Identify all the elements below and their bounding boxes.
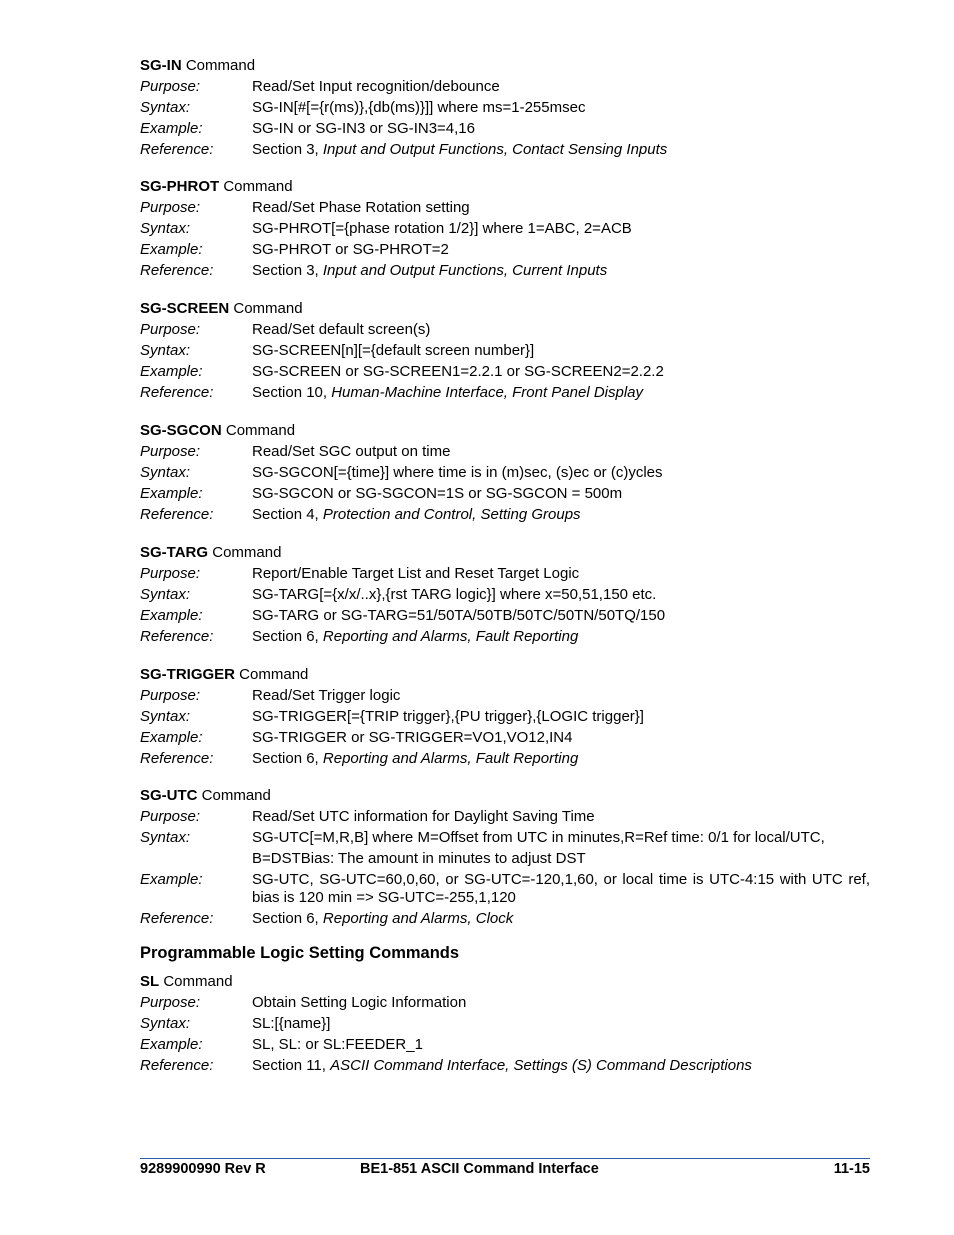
example-value: SG-TARG or SG-TARG=51/50TA/50TB/50TC/50TN/50TQ/150 [252,607,666,624]
reference-label: Reference: [140,910,214,927]
example-row [140,727,870,748]
syntax-value-line2: B=DSTBias: The amount in minutes to adjust DST [252,850,586,867]
example-row [140,239,870,260]
reference-value [252,504,870,525]
syntax-row-continuation [140,848,870,869]
footer-title: BE1-851 ASCII Command Interface [360,1161,599,1177]
command-name: SG-IN [140,57,182,74]
purpose-row [140,319,870,340]
reference-row [140,139,870,160]
example-value: SG-SCREEN or SG-SCREEN1=2.2.1 or SG-SCREEN2=2.2.2 [252,363,664,380]
reference-label: Reference: [140,628,214,645]
purpose-value: Read/Set Trigger logic [252,687,401,704]
command-title [140,542,870,563]
example-value: SG-IN or SG-IN3 or SG-IN3=4,16 [252,120,475,137]
syntax-value: SG-UTC[=M,R,B] where M=Offset from UTC in minutes,R=Ref time: 0/1 for local/UTC, [252,829,825,846]
footer-page-number: 11-15 [833,1161,870,1177]
command-suffix: Command [229,300,303,317]
syntax-row [140,462,870,483]
example-value: SG-PHROT or SG-PHROT=2 [252,241,449,258]
purpose-label: Purpose: [140,321,201,338]
command-block-sg-trigger [140,664,870,769]
example-label: Example: [140,729,203,746]
example-label: Example: [140,1036,203,1053]
purpose-value: Read/Set Phase Rotation setting [252,199,470,216]
syntax-row [140,1013,870,1034]
reference-row [140,748,870,769]
syntax-value: SL:[{name}] [252,1015,331,1032]
purpose-label: Purpose: [140,78,201,95]
command-title [140,785,870,806]
footer-divider [140,1158,870,1159]
reference-value [252,382,870,403]
example-value: SG-SGCON or SG-SGCON=1S or SG-SGCON = 500m [252,485,623,502]
command-title [140,420,870,441]
reference-section: Section 6, [252,628,323,645]
syntax-value: SG-IN[#[={r(ms)},{db(ms)}]] where ms=1-255msec [252,99,586,116]
syntax-value: SG-TARG[={x/x/..x},{rst TARG logic}] where x=50,51,150 etc. [252,586,657,603]
syntax-label: Syntax: [140,708,191,725]
command-block-sl [140,971,870,1076]
reference-topic: Reporting and Alarms, Fault Reporting [322,750,579,767]
example-label: Example: [140,120,203,137]
command-title [140,971,870,992]
reference-label: Reference: [140,262,214,279]
footer-document-number: 9289900990 Rev R [140,1161,266,1177]
reference-value [252,139,870,160]
command-block-sg-targ [140,542,870,647]
command-suffix: Command [235,666,309,683]
reference-topic: Protection and Control, Setting Groups [322,506,581,523]
syntax-value: SG-TRIGGER[={TRIP trigger},{PU trigger},{LOGIC trigger}] [252,708,644,725]
page-footer [140,1160,870,1180]
reference-section: Section 11, [252,1057,331,1074]
reference-section: Section 4, [252,506,323,523]
example-row [140,1034,870,1055]
command-suffix: Command [159,973,233,990]
command-block-sg-utc [140,785,870,929]
syntax-value: SG-PHROT[={phase rotation 1/2}] where 1=ABC, 2=ACB [252,220,632,237]
reference-row [140,626,870,647]
syntax-row [140,706,870,727]
purpose-value: Read/Set default screen(s) [252,321,431,338]
command-suffix: Command [197,787,271,804]
reference-section: Section 10, [252,384,332,401]
example-value: SL, SL: or SL:FEEDER_1 [252,1036,423,1053]
example-label: Example: [140,241,203,258]
reference-topic: Reporting and Alarms, Fault Reporting [322,628,579,645]
command-block-sg-screen [140,298,870,403]
example-row [140,361,870,382]
reference-value [252,1055,870,1076]
command-name: SG-PHROT [140,178,220,195]
syntax-row [140,97,870,118]
command-suffix: Command [181,57,256,74]
reference-value [252,908,870,929]
syntax-label: Syntax: [140,829,191,846]
purpose-value: Read/Set Input recognition/debounce [252,78,500,95]
syntax-label: Syntax: [140,220,191,237]
syntax-value: SG-SCREEN[n][={default screen number}] [252,342,535,359]
purpose-row [140,685,870,706]
command-name: SG-TARG [140,544,209,561]
purpose-row [140,563,870,584]
reference-row [140,1055,870,1076]
reference-label: Reference: [140,1057,214,1074]
reference-row [140,504,870,525]
syntax-row [140,340,870,361]
command-title [140,664,870,685]
reference-topic: Reporting and Alarms, Clock [322,910,514,927]
syntax-label: Syntax: [140,342,191,359]
reference-value [252,626,870,647]
command-suffix: Command [219,178,293,195]
reference-value [252,748,870,769]
purpose-label: Purpose: [140,199,201,216]
purpose-value: Obtain Setting Logic Information [252,994,467,1011]
syntax-label: Syntax: [140,99,191,116]
command-name: SL [140,973,160,990]
reference-row [140,908,870,929]
command-title [140,55,870,76]
reference-label: Reference: [140,141,214,158]
reference-topic: Human-Machine Interface, Front Panel Display [331,384,644,401]
purpose-label: Purpose: [140,994,201,1011]
section-heading: Programmable Logic Setting Commands [140,944,460,962]
command-block-sg-sgcon [140,420,870,525]
syntax-label: Syntax: [140,586,191,603]
command-name: SG-SGCON [140,422,222,439]
command-name: SG-SCREEN [140,300,230,317]
syntax-label: Syntax: [140,1015,191,1032]
example-row [140,483,870,504]
syntax-value: SG-SGCON[={time}] where time is in (m)sec, (s)ec or (c)ycles [252,464,663,481]
example-label: Example: [140,607,203,624]
purpose-label: Purpose: [140,808,201,825]
syntax-row [140,827,870,848]
purpose-row [140,197,870,218]
reference-label: Reference: [140,506,214,523]
purpose-value: Report/Enable Target List and Reset Target Logic [252,565,580,582]
syntax-label: Syntax: [140,464,191,481]
example-label: Example: [140,485,203,502]
command-suffix: Command [221,422,296,439]
syntax-row [140,218,870,239]
document-page [140,0,870,1235]
reference-topic: Input and Output Functions, Current Inputs [322,262,608,279]
command-title [140,298,870,319]
reference-label: Reference: [140,750,214,767]
purpose-label: Purpose: [140,565,201,582]
command-name: SG-TRIGGER [140,666,236,683]
reference-section: Section 6, [252,750,323,767]
purpose-row [140,806,870,827]
syntax-row [140,584,870,605]
purpose-label: Purpose: [140,687,201,704]
command-name: SG-UTC [140,787,198,804]
purpose-label: Purpose: [140,443,201,460]
reference-section: Section 3, [252,262,323,279]
reference-row [140,382,870,403]
command-block-sg-in [140,55,870,160]
purpose-value: Read/Set UTC information for Daylight Saving Time [252,808,595,825]
example-label: Example: [140,363,203,380]
example-label: Example: [140,871,203,888]
purpose-row [140,441,870,462]
reference-section: Section 3, [252,141,323,158]
purpose-row [140,992,870,1013]
reference-row [140,260,870,281]
command-suffix: Command [208,544,282,561]
example-row [140,605,870,626]
example-value: SG-TRIGGER or SG-TRIGGER=VO1,VO12,IN4 [252,729,573,746]
reference-label: Reference: [140,384,214,401]
purpose-value: Read/Set SGC output on time [252,443,451,460]
reference-value [252,260,870,281]
purpose-row [140,76,870,97]
syntax-label-spacer [140,848,252,869]
command-title [140,176,870,197]
reference-topic: Input and Output Functions, Contact Sensing Inputs [322,141,668,158]
example-row [140,869,870,908]
reference-topic: ASCII Command Interface, Settings (S) Command Descriptions [330,1057,752,1074]
example-value: SG-UTC, SG-UTC=60,0,60, or SG-UTC=-120,1,60, or local time is UTC-4:15 with UTC ref, bias is 120 min => SG-UTC=-255,1,120 [252,871,870,906]
example-row [140,118,870,139]
command-block-sg-phrot [140,176,870,281]
reference-section: Section 6, [252,910,323,927]
